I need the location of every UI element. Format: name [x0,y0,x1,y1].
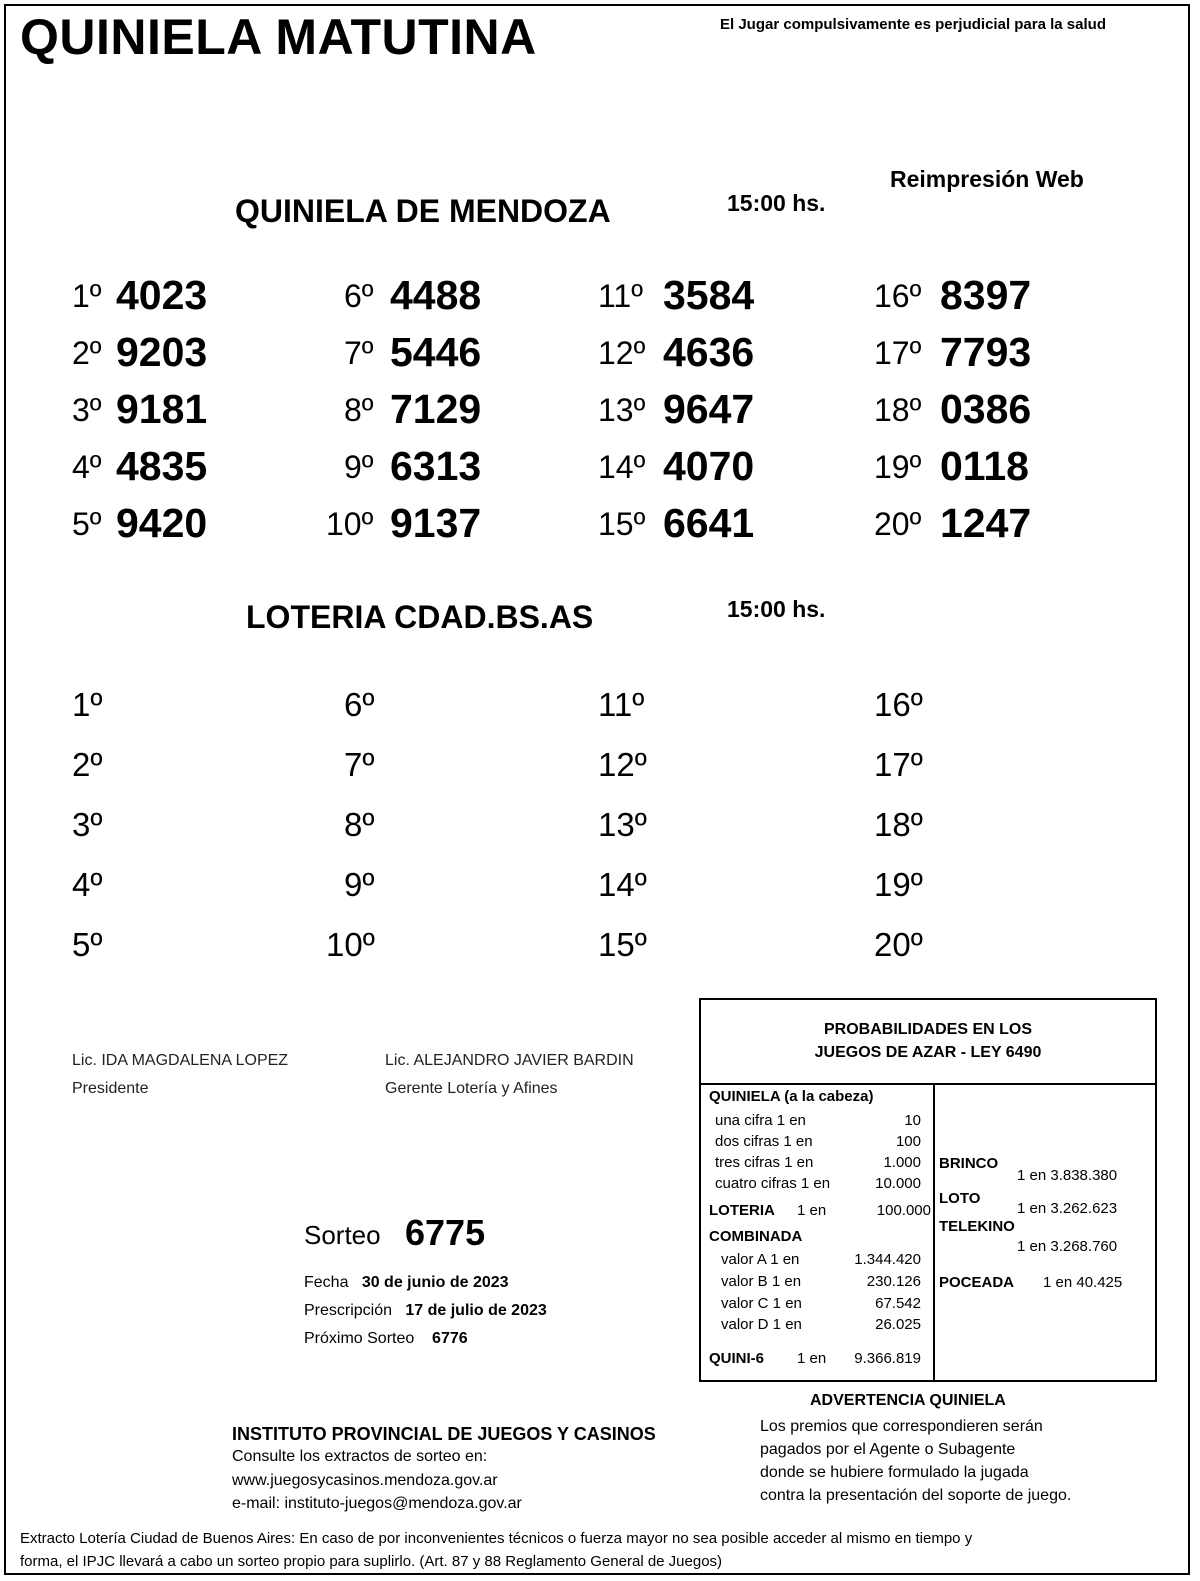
mendoza-number: 4023 [116,272,208,318]
quini6-value: 9.366.819 [854,1350,921,1367]
quini6-text: 1 en [797,1350,827,1367]
combinada-row-label: valor C 1 en [721,1295,802,1312]
mendoza-position: 19º [874,449,922,485]
fecha-value: 30 de junio de 2023 [361,1274,509,1291]
fecha-label: Fecha [304,1274,349,1291]
reprint-label: Reimpresión Web [890,166,1084,192]
combinada-row-label: valor A 1 en [721,1251,800,1268]
combinada-row-value: 67.542 [875,1295,921,1312]
combinada-row-value: 26.025 [875,1316,921,1333]
mendoza-number: 4488 [390,272,482,318]
brinco-label: BRINCO [939,1155,999,1172]
advertencia-line: Los premios que correspondieren serán [760,1418,1043,1435]
combinada-row-label: valor B 1 en [721,1273,802,1290]
loteria-position: 4º [72,866,103,903]
fecha-row [304,1274,509,1292]
sorteo-label: Sorteo [304,1220,381,1250]
loto-value: 1 en 3.262.623 [1017,1200,1118,1217]
mendoza-position: 14º [598,449,646,485]
mendoza-number: 9203 [116,329,208,375]
loteria-position: 19º [874,866,923,903]
loteria-position: 8º [344,806,375,843]
probabilities-title-1: PROBABILIDADES EN LOS [823,1021,1032,1038]
loteria-position: 18º [874,806,923,843]
mendoza-position: 18º [874,392,922,428]
mendoza-position: 16º [874,278,922,314]
loteria-prob-label: LOTERIA [709,1202,775,1219]
loteria-position: 2º [72,746,103,783]
mendoza-position: 6º [344,278,374,314]
mendoza-position: 10º [326,506,374,542]
mendoza-number: 1247 [940,500,1032,546]
mendoza-position: 4º [72,449,102,485]
poceada-label: POCEADA [939,1274,1015,1291]
brinco-value: 1 en 3.838.380 [1017,1167,1118,1184]
mendoza-number: 7793 [940,329,1032,375]
footer-line-2: forma, el IPJC llevará a cabo un sorteo propio para suplirlo. (Art. 87 y 88 Reglamento General de Juegos) [20,1553,723,1570]
sorteo-number: 6775 [405,1212,486,1253]
telekino-label: TELEKINO [939,1218,1015,1235]
loteria-position: 5º [72,926,103,963]
mendoza-number: 0118 [940,443,1029,489]
loteria-position: 14º [598,866,647,903]
probabilities-header [701,1000,1155,1085]
proximo-value: 6776 [432,1330,468,1347]
combinada-row-value: 1.344.420 [854,1251,921,1268]
mendoza-title: QUINIELA DE MENDOZA [235,193,611,229]
instituto-email[interactable]: e-mail: instituto-juegos@mendoza.gov.ar [232,1495,522,1512]
mendoza-position: 13º [598,392,646,428]
loto-label: LOTO [939,1190,981,1207]
loteria-position: 11º [598,686,645,723]
mendoza-number: 0386 [940,386,1032,432]
mendoza-position: 8º [344,392,374,428]
signature-left-role: Presidente [72,1080,149,1097]
loteria-position: 17º [874,746,923,783]
mendoza-number: 4835 [116,443,208,489]
loteria-position: 3º [72,806,103,843]
quiniela-row-label: cuatro cifras 1 en [715,1175,831,1192]
telekino-value: 1 en 3.268.760 [1017,1238,1118,1255]
loteria-position: 9º [344,866,375,903]
probabilities-divider [933,1085,935,1380]
health-warning: El Jugar compulsivamente es perjudicial para la salud [720,16,1106,33]
mendoza-time: 15:00 hs. [727,190,826,216]
mendoza-number: 5446 [390,329,482,375]
mendoza-number: 6313 [390,443,482,489]
loteria-position: 6º [344,686,375,723]
probabilities-box [699,998,1157,1382]
loteria-title: LOTERIA CDAD.BS.AS [246,599,594,635]
loteria-position: 1º [72,686,103,723]
poceada-value: 1 en 40.425 [1043,1274,1123,1291]
quiniela-row-label: tres cifras 1 en [715,1154,814,1171]
instituto-name: INSTITUTO PROVINCIAL DE JUEGOS Y CASINOS [232,1424,656,1444]
mendoza-position: 7º [344,335,374,371]
loteria-prob-value: 100.000 [876,1202,931,1219]
mendoza-number: 9181 [116,386,208,432]
instituto-website[interactable]: www.juegosycasinos.mendoza.gov.ar [232,1472,498,1489]
mendoza-number: 9137 [390,500,482,546]
mendoza-number: 8397 [940,272,1032,318]
quiniela-row-value: 10 [904,1112,921,1129]
prescripcion-row [304,1302,547,1320]
prescripcion-value: 17 de julio de 2023 [405,1302,547,1319]
mendoza-position: 11º [598,278,643,314]
signature-left-name: Lic. IDA MAGDALENA LOPEZ [72,1052,289,1069]
quini6-label: QUINI-6 [709,1350,765,1367]
mendoza-position: 9º [344,449,374,485]
mendoza-position: 2º [72,335,102,371]
quiniela-row-label: una cifra 1 en [715,1112,806,1129]
mendoza-position: 5º [72,506,102,542]
loteria-position: 12º [598,746,647,783]
prescripcion-label: Prescripción [304,1302,393,1319]
mendoza-number: 6641 [663,500,755,546]
combinada-label: COMBINADA [709,1228,803,1245]
loteria-position: 10º [326,926,375,963]
mendoza-number: 9420 [116,500,208,546]
loteria-position: 16º [874,686,923,723]
signature-right-name: Lic. ALEJANDRO JAVIER BARDIN [385,1052,634,1069]
mendoza-position: 17º [874,335,922,371]
loteria-position: 15º [598,926,647,963]
advertencia-title: ADVERTENCIA QUINIELA [810,1392,1006,1409]
mendoza-position: 1º [72,278,102,314]
footer-line-1: Extracto Lotería Ciudad de Buenos Aires: En caso de por inconvenientes técnicos o fuerza mayor no sea posible acceder al mismo en tiempo y [20,1530,973,1547]
loteria-prob-text: 1 en [797,1202,827,1219]
advertencia-line: pagados por el Agente o Subagente [760,1441,1016,1458]
mendoza-number: 9647 [663,386,755,432]
quiniela-row-value: 100 [895,1133,921,1150]
loteria-position: 20º [874,926,923,963]
instituto-consult: Consulte los extractos de sorteo en: [232,1448,488,1465]
probabilities-title-2: JUEGOS DE AZAR - LEY 6490 [814,1044,1042,1061]
quiniela-row-value: 10.000 [875,1175,921,1192]
mendoza-number: 3584 [663,272,755,318]
mendoza-position: 12º [598,335,646,371]
quiniela-row-label: dos cifras 1 en [715,1133,813,1150]
advertencia-line: donde se hubiere formulado la jugada [760,1464,1029,1481]
quiniela-row-value: 1.000 [883,1154,921,1171]
loteria-position: 13º [598,806,647,843]
mendoza-position: 3º [72,392,102,428]
loteria-position: 7º [344,746,375,783]
quiniela-label: QUINIELA (a la cabeza) [709,1088,874,1105]
mendoza-position: 15º [598,506,646,542]
combinada-row-label: valor D 1 en [721,1316,802,1333]
loteria-time: 15:00 hs. [727,596,826,622]
signature-right-role: Gerente Lotería y Afines [385,1080,558,1097]
advertencia-line: contra la presentación del soporte de juego. [760,1487,1072,1504]
page-title: QUINIELA MATUTINA [20,9,537,65]
mendoza-number: 4636 [663,329,755,375]
proximo-row [304,1330,468,1348]
combinada-row-value: 230.126 [866,1273,921,1290]
mendoza-number: 4070 [663,443,755,489]
mendoza-position: 20º [874,506,922,542]
mendoza-number: 7129 [390,386,482,432]
proximo-label: Próximo Sorteo [304,1330,415,1347]
